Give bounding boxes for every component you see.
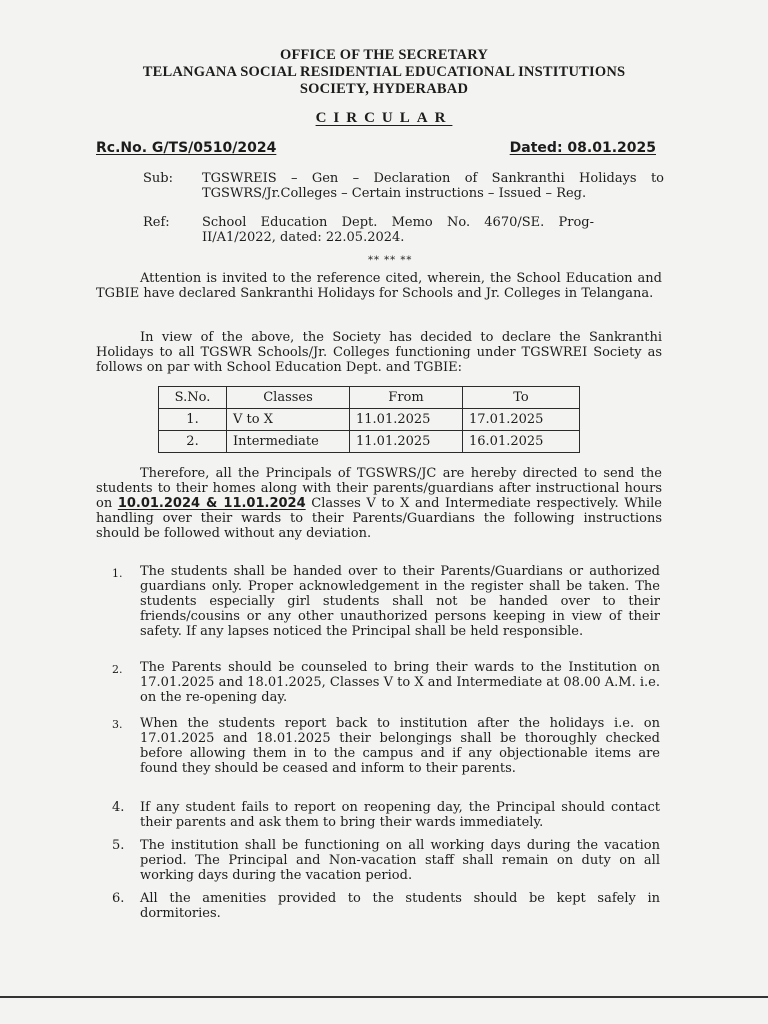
ref-number: Rc.No. G/TS/0510/2024 (96, 140, 277, 156)
cell-classes: V to X (227, 409, 350, 431)
reference-label: Ref: (143, 215, 170, 230)
column-header-sno: S.No. (159, 387, 227, 409)
instruction-number: 2. (112, 663, 123, 676)
holiday-table (158, 386, 580, 453)
cell-to: 17.01.2025 (463, 409, 580, 431)
instruction-item: The institution shall be functioning on all working days during the vacation period. The Principal and Non-vacation staff shall remain on duty on all working days during the vacation period. (140, 838, 660, 883)
paragraph-attention: Attention is invited to the reference cited, wherein, the School Education and TGBIE have declared Sankranthi Holidays for Schools and Jr. Colleges in Telangana. (96, 271, 662, 301)
dispatch-dates: 10.01.2024 & 11.01.2024 (117, 496, 306, 511)
cell-from: 11.01.2025 (350, 431, 463, 453)
bottom-divider (0, 996, 768, 998)
cell-classes: Intermediate (227, 431, 350, 453)
table-row (159, 431, 580, 453)
cell-sno: 2. (159, 431, 227, 453)
separator: ** ** ** (368, 255, 413, 266)
instruction-number: 6. (112, 891, 125, 906)
column-header-to: To (463, 387, 580, 409)
paragraph-declaration: In view of the above, the Society has decided to declare the Sankranthi Holidays to all TGSWR Schools/Jr. Colleges functioning under TGSWREI Society as follows on par with School Education Dept. and TGBIE: (96, 330, 662, 375)
society-location: SOCIETY, HYDERABAD (299, 81, 469, 97)
subject-label: Sub: (143, 171, 173, 186)
directive-text-start: Therefore, all the Principals of TGSWRS/JC are hereby directed to send the students to their homes along with their parents/guardians after instructional hours on (96, 466, 662, 511)
paragraph-directive (96, 466, 662, 541)
column-header-from: From (350, 387, 463, 409)
cell-from: 11.01.2025 (350, 409, 463, 431)
directive-text-end: Classes V to X and Intermediate respectively. While handling over their wards to their Parents/Guardians the following instructions should be followed without any deviation. (96, 496, 662, 541)
circular-date: Dated: 08.01.2025 (509, 140, 656, 156)
instruction-number: 4. (112, 800, 125, 815)
instruction-number: 5. (112, 838, 125, 853)
office-title: OFFICE OF THE SECRETARY (279, 47, 489, 63)
instruction-number: 1. (112, 567, 123, 580)
instruction-number: 3. (112, 718, 123, 731)
table-header-row (159, 387, 580, 409)
table-row (159, 409, 580, 431)
instruction-item: When the students report back to institution after the holidays i.e. on 17.01.2025 and 18.01.2025 their belongings shall be thoroughly checked before allowing them in to the campus and if any objectionable items are found they should be ceased and inform to their parents. (140, 716, 660, 776)
instruction-item: The students shall be handed over to their Parents/Guardians or authorized guardians only. Proper acknowledgement in the register shall be taken. The students especially girl students shall not be handed over to their friends/cousins or any other unauthorized persons keeping in view of their safety. If any lapses noticed the Principal shall be held responsible. (140, 564, 660, 639)
society-name: TELANGANA SOCIAL RESIDENTIAL EDUCATIONAL INSTITUTIONS (142, 64, 626, 80)
reference-text: School Education Dept. Memo No. 4670/SE. Prog-II/A1/2022, dated: 22.05.2024. (202, 215, 594, 245)
instruction-item: All the amenities provided to the students should be kept safely in dormitories. (140, 891, 660, 921)
cell-sno: 1. (159, 409, 227, 431)
subject-text: TGSWREIS – Gen – Declaration of Sankranthi Holidays to TGSWRS/Jr.Colleges – Certain instructions – Issued – Reg. (202, 171, 664, 201)
instruction-item: The Parents should be counseled to bring their wards to the Institution on 17.01.2025 and 18.01.2025, Classes V to X and Intermediate at 08.00 A.M. i.e. on the re-opening day. (140, 660, 660, 705)
circular-heading: CIRCULAR (315, 110, 453, 126)
column-header-classes: Classes (227, 387, 350, 409)
instruction-item: If any student fails to report on reopening day, the Principal should contact their parents and ask them to bring their wards immediately. (140, 800, 660, 830)
cell-to: 16.01.2025 (463, 431, 580, 453)
